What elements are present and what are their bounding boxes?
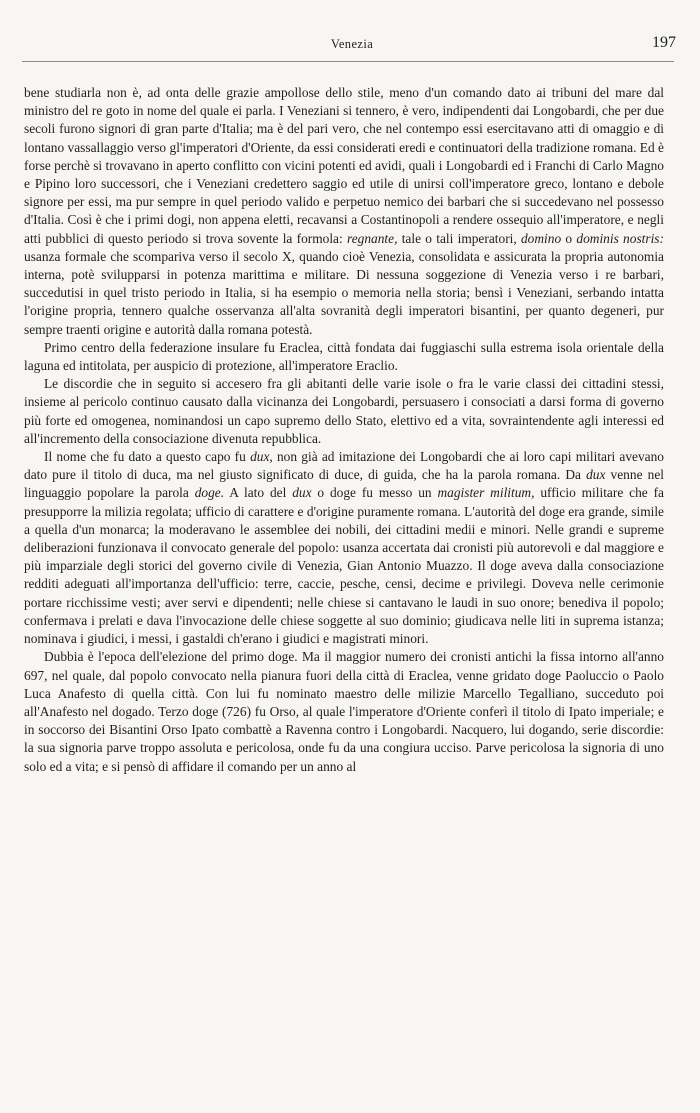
- text-run: o: [561, 230, 577, 246]
- paragraph-2: [24, 339, 664, 375]
- italic-term: dominis nostris:: [576, 230, 664, 246]
- italic-term: regnante,: [346, 230, 398, 246]
- italic-term: doge.: [194, 485, 225, 501]
- text-run: o doge fu messo un: [311, 485, 438, 501]
- paragraph-5: [24, 648, 664, 775]
- text-run: venne nel linguaggio popolare la parola: [24, 467, 665, 501]
- body-text: [24, 84, 664, 776]
- italic-term: magister militum,: [437, 485, 535, 501]
- paragraph-3: [24, 375, 664, 448]
- italic-term: dux,: [250, 449, 273, 465]
- header-rule: [22, 61, 674, 62]
- text-run: non già ad imitazione dei Longobardi che ai loro capi militari avevano dato pure il titolo di duca, ma nel giusto significato di duce, di guida, che ha la parola romana. Da: [24, 449, 664, 483]
- text-run: Dubbia è l'epoca dell'elezione del primo doge. Ma il maggior numero dei cronisti antichi la fissa intorno all'anno 697, nel quale, dal popolo convocato nella pianura fuori della città di Eraclea, venne gridato doge Paoluccio o Paolo Luca Anafesto di quella città. Con lui fu nominato maestro delle milizie Marcello Tegalliano, succeduto poi all'Anafesto nel dogado. Terzo doge (726) fu Orso, al quale l'imperatore d'Oriente conferì il titolo di Ipato imperiale; e in soccorso dei Bisantini Orso Ipato combattè a Ravenna contro i Longobardi. Nacquero, lui dogando, serie discordie: la sua signoria parve troppo assoluta e pericolosa, onde fu da una congiura ucciso. Parve pericolosa la signoria di uno solo ed a vita; e si pensò di affidare il comando per un anno al: [24, 649, 664, 774]
- text-run: Le discordie che in seguito si accesero fra gli abitanti delle varie isole o fra le varie classi dei cittadini stessi, insieme al pericolo continuo causato dalla vicinanza dei Longobardi, persuasero i consociati a darsi forma di governo più forte ed omogenea, nominandosi un capo supremo dello Stato, elettivo ed a vita, sovraintendente agli interessi ed all'incremento della consociazione divenuta repubblica.: [24, 376, 664, 446]
- text-run: usanza formale che scompariva verso il secolo X, quando cioè Venezia, consolidata e assicurata la propria autonomia interna, potè svilupparsi in potenza marittima e militare. Di nessuna soggezione di Venezia verso i re barbari, succedutisi in quel tristo periodo in Italia, si ha esempio o memoria nella storia; bensì i Veneziani, serbando intatta l'origine propria, tennero qualche osservanza all'alta sovranità degli imperatori bisantini, per quanto degeneri, pur sempre traenti origine e autorità dalla romana potestà.: [24, 248, 664, 337]
- text-run: ufficio militare che fa presupporre la milizia regolata; ufficio di carattere e d'origine puramente romana. L'autorità del doge era grande, simile a quella d'un monarca; la moderavano le assemblee dei nobili, dei cittadini medii e minori. Nelle grandi e supreme deliberazioni funzionava il convocato generale del popolo: usanza accertata dai cronisti più autorevoli e dal maggiore e più imparziale degli storici del governo civile di Venezia, Gian Antonio Muazzo. Il doge aveva dalla consociazione redditi adeguati all'importanza dell'ufficio: terre, caccie, pesche, censi, decime e privilegi. Doveva nelle cerimonie portare ricchissime vesti; aver servi e dipendenti; nelle chiese si cantavano le laudi in suo onore; benediva il popolo; confermava i prelati e dava l'invocazione delle chiese soggette al suo dominio; giudicava nelle liti in suprema istanza; nominava i giudici, i messi, i gastaldi ch'erano i giudici e magistrati minori.: [24, 485, 664, 647]
- text-run: Primo centro della federazione insulare fu Eraclea, città fondata dai fuggiaschi sulla estrema isola orientale della laguna ed intitolata, per auspicio di protezione, all'imperatore Eraclio.: [24, 339, 664, 374]
- paragraph-1: [24, 84, 664, 339]
- italic-term: domino: [520, 230, 562, 246]
- text-run: bene studiarla non è, ad onta delle grazie ampollose dello stile, meno d'un comando dato ai tribuni del mare dal ministro del re goto in nome del quale ei parla. I Veneziani si tennero, è vero, indipendenti dai Longobardi, che per due secoli furono signori di gran parte d'Italia; ma è del pari vero, che nel contempo essi esercitavano atti di omaggio e di lontano vassallaggio verso gl'imperatori d'Oriente, da essi considerati eredi e continuatori della tradizione romana. Ed è forse perchè si trovavano in aperto conflitto con vicini potenti ed avidi, quali i Longobardi ed i Franchi di Carlo Magno e Pipino loro successori, che i Veneziani credettero saggio ed utile di unirsi coll'imperatore greco, lontano e debole signore per essi, ma pur sempre in quel periodo valido e perpetuo nemico dei barbari che si succedevano nel possesso d'Italia. Così è che i primi dogi, non appena eletti, recavansi a Costantinopoli a rendere ossequio all'imperatore, e negli atti pubblici di questo periodo si trova sovente la formola:: [24, 85, 664, 246]
- running-title: Venezia: [330, 37, 374, 51]
- page-number: 197: [652, 34, 676, 51]
- paragraph-4: [24, 448, 664, 648]
- text-run: Il nome che fu dato a questo capo fu: [44, 449, 251, 465]
- italic-term: dux: [586, 467, 606, 483]
- running-header: [24, 34, 680, 56]
- italic-term: dux: [292, 485, 312, 501]
- text-run: A lato del: [224, 485, 293, 501]
- text-run: tale o tali imperatori,: [397, 230, 521, 246]
